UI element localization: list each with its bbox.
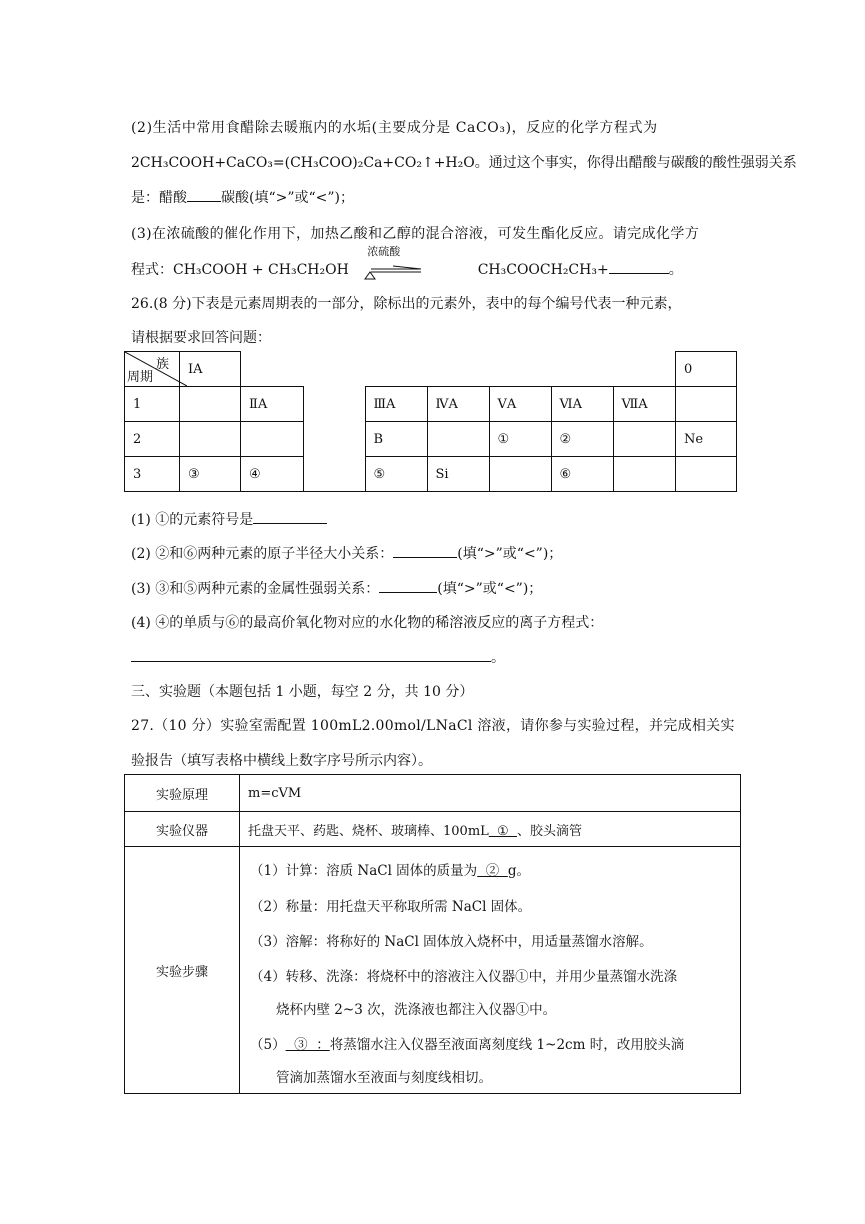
- answer-blank-product[interactable]: [609, 259, 669, 274]
- element-si: Si: [427, 457, 489, 492]
- element-4: ④: [241, 457, 304, 492]
- group-7a: ⅦA: [613, 387, 676, 422]
- answer-blank-acid[interactable]: [187, 187, 221, 202]
- row-steps-content: [240, 847, 741, 1094]
- element-2: ②: [551, 422, 613, 457]
- row-principle-label: 实验原理: [125, 775, 240, 812]
- q26-sub-4-end: 。: [491, 650, 505, 666]
- q26-sub-2: [131, 543, 562, 564]
- step-1: [250, 859, 530, 879]
- q26-sub-4-answer: [131, 647, 505, 668]
- cell: [427, 422, 489, 457]
- step-1-text: （1）计算：溶质 NaCl 固体的质量为: [250, 863, 478, 879]
- q2-line-3: [131, 187, 354, 208]
- q26-sub-3-hint: (填“>”或“<”)；: [437, 581, 543, 597]
- catalyst-label: 浓硫酸: [367, 245, 401, 258]
- step-5-line-2: 管滴加蒸馏水至液面与刻度线相切。: [276, 1070, 492, 1086]
- q26-sub-1-text: (1) ①的元素符号是: [131, 512, 254, 528]
- q26-sub-3: [131, 578, 542, 599]
- cell: [613, 457, 676, 492]
- instrument-text-end: 、胶头滴管: [516, 823, 582, 839]
- section-3-title: 三、实验题（本题包括 1 小题，每空 2 分，共 10 分）: [131, 684, 474, 700]
- corner-period-label: 周期: [127, 370, 154, 385]
- q2-line-1: (2)生活中常用食醋除去暖瓶内的水垢(主要成分是 CaCO₃)，反应的化学方程式为: [131, 120, 658, 136]
- answer-blank-3[interactable]: ③ ：: [285, 1037, 330, 1053]
- instrument-text: 托盘天平、药匙、烧杯、玻璃棒、100mL: [248, 823, 489, 839]
- q26-sub-4: (4) ④的单质与⑥的最高价氧化物对应的水化物的稀溶液反应的离子方程式：: [131, 615, 604, 631]
- group-1a: ⅠA: [180, 352, 241, 387]
- element-5: ⑤: [365, 457, 427, 492]
- q3-line-2: [131, 245, 683, 280]
- cell: [180, 422, 241, 457]
- corner-group-label: 族: [155, 357, 169, 372]
- group-0: 0: [676, 352, 737, 387]
- step-2: （2）称量：用托盘天平称取所需 NaCl 固体。: [250, 899, 532, 915]
- row-instrument-label: 实验仪器: [125, 812, 240, 847]
- group-4a: ⅣA: [427, 387, 489, 422]
- q2-text-b: 碳酸(填“>”或“<”)；: [221, 190, 355, 206]
- q2-text-a: 是：醋酸: [131, 190, 187, 206]
- q27-line-1: 27.（10 分）实验室需配置 100mL2.00mol/LNaCl 溶液，请你参与实验过程，并完成相关实: [131, 718, 735, 734]
- q26-sub-2-hint: (填“>”或“<”)；: [457, 546, 563, 562]
- answer-blank-radius[interactable]: [393, 543, 457, 558]
- step-5-text: 将蒸馏水注入仪器至液面离刻度线 1~2cm 时，改用胶头滴: [329, 1037, 685, 1053]
- group-3a: ⅢA: [365, 387, 427, 422]
- q3-line-1: (3)在浓硫酸的催化作用下，加热乙酸和乙醇的混合溶液，可发生酯化反应。请完成化学方: [131, 226, 700, 242]
- answer-blank-1[interactable]: ①: [488, 823, 517, 839]
- q26-sub-2-text: (2) ②和⑥两种元素的原子半径大小关系：: [131, 546, 394, 562]
- steps-list: [240, 847, 740, 1093]
- q2-line-2: 2CH₃COOH+CaCO₃=(CH₃COO)₂Ca+CO₂↑+H₂O。通过这个事实，你得出醋酸与碳酸的酸性强弱关系: [131, 155, 797, 171]
- row-steps-label: 实验步骤: [125, 847, 240, 1094]
- row-principle-value: m=cVM: [240, 775, 741, 812]
- answer-blank-metallic[interactable]: [379, 578, 437, 593]
- q3-end: 。: [668, 262, 683, 278]
- group-2a: ⅡA: [241, 387, 304, 422]
- reaction-condition: [353, 245, 433, 280]
- cell: [489, 457, 551, 492]
- q3-products: CH₃COOCH₂CH₃+: [477, 262, 609, 278]
- row-instrument-value: [240, 812, 741, 847]
- step-5-num: （5）: [250, 1037, 286, 1053]
- q26-line-1: 26.(8 分)下表是元素周期表的一部分，除标出的元素外，表中的每个编号代表一种元素，: [131, 296, 682, 312]
- element-3: ③: [180, 457, 241, 492]
- period-1: 1: [125, 387, 180, 422]
- step-5-line-1: [250, 1033, 684, 1053]
- element-ne: Ne: [676, 422, 737, 457]
- cell: [180, 387, 241, 422]
- cell: [676, 387, 737, 422]
- step-1-unit: g。: [507, 863, 531, 879]
- answer-blank-ionic-equation[interactable]: [131, 647, 491, 662]
- q27-line-2: 验报告（填写表格中横线上数字序号所示内容）。: [131, 753, 432, 769]
- cell: [676, 457, 737, 492]
- q26-sub-1: [131, 509, 327, 530]
- cell: [241, 422, 304, 457]
- step-4-line-1: （4）转移、洗涤：将烧杯中的溶液注入仪器①中，并用少量蒸馏水洗涤: [250, 969, 678, 985]
- periodic-table: [124, 351, 737, 492]
- element-1: ①: [489, 422, 551, 457]
- group-5a: ⅤA: [489, 387, 551, 422]
- group-6a: ⅥA: [551, 387, 613, 422]
- period-3: 3: [125, 457, 180, 492]
- step-4-line-2: 烧杯内壁 2~3 次，洗涤液也都注入仪器①中。: [276, 1002, 557, 1018]
- q26-line-2: 请根据要求回答问题：: [131, 330, 271, 346]
- answer-blank-2[interactable]: ②: [477, 863, 508, 879]
- reversible-arrow-icon: [353, 260, 433, 280]
- step-3: （3）溶解：将称好的 NaCl 固体放入烧杯中，用适量蒸馏水溶解。: [250, 934, 653, 950]
- table-corner: [125, 352, 180, 387]
- q3-reactants: 程式：CH₃COOH + CH₃CH₂OH: [131, 262, 349, 278]
- q26-sub-3-text: (3) ③和⑤两种元素的金属性强弱关系：: [131, 581, 380, 597]
- element-6: ⑥: [551, 457, 613, 492]
- experiment-table: [124, 774, 741, 1094]
- cell: [613, 422, 676, 457]
- period-2: 2: [125, 422, 180, 457]
- answer-blank-symbol[interactable]: [253, 509, 327, 524]
- element-b: B: [365, 422, 427, 457]
